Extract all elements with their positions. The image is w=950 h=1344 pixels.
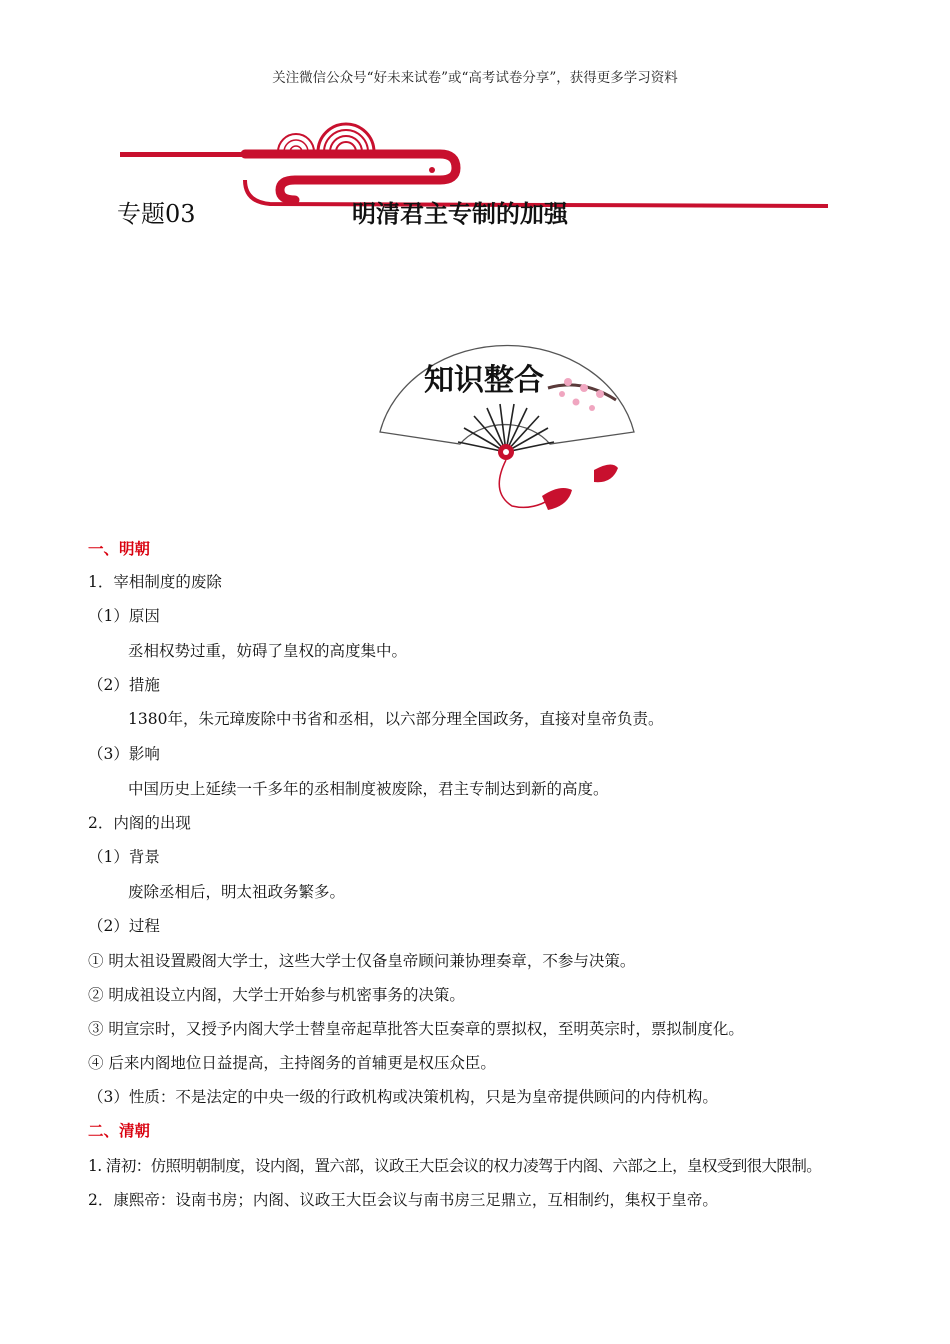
sub-heading: （3）性质：不是法定的中央一级的行政机构或决策机构，只是为皇帝提供顾问的内侍机构。 — [88, 1088, 718, 1106]
list-item: ④ 后来内阁地位日益提高，主持阁务的首辅更是权压众臣。 — [88, 1054, 496, 1072]
paragraph: 1380年，朱元璋废除中书省和丞相，以六部分理全国政务，直接对皇帝负责。 — [128, 710, 664, 728]
sub-heading: （2）措施 — [88, 676, 160, 694]
list-item: ② 明成祖设立内阁，大学士开始参与机密事务的决策。 — [88, 986, 465, 1004]
sub-heading: （2）过程 — [88, 917, 160, 935]
fan-badge — [372, 322, 642, 522]
paragraph: 废除丞相后，明太祖政务繁多。 — [128, 883, 346, 901]
topic-number: 专题03 — [117, 200, 196, 228]
paragraph: 丞相权势过重，妨碍了皇权的高度集中。 — [128, 642, 408, 660]
paragraph: 中国历史上延续一千多年的丞相制度被废除，君主专制达到新的高度。 — [128, 780, 609, 798]
sub-heading: （3）影响 — [88, 745, 160, 763]
item-heading: 2．内阁的出现 — [88, 814, 191, 832]
sub-heading: （1）背景 — [88, 848, 160, 866]
sub-heading: （1）原因 — [88, 607, 160, 625]
topic-title: 明清君主专制的加强 — [352, 199, 568, 228]
paragraph: 1. 清初：仿照明朝制度，设内阁，置六部，议政王大臣会议的权力凌驾于内阁、六部之上，皇权受到很大限制。 — [88, 1157, 822, 1175]
section-heading-ming: 一、明朝 — [88, 539, 151, 558]
badge-text: 知识整合 — [424, 363, 544, 398]
paragraph: 2．康熙帝：设南书房；内阁、议政王大臣会议与南书房三足鼎立，互相制约，集权于皇帝。 — [88, 1191, 718, 1209]
header-note: 关注微信公众号“好未来试卷”或“高考试卷分享”，获得更多学习资料 — [272, 70, 678, 86]
list-item: ① 明太祖设置殿阁大学士，这些大学士仅备皇帝顾问兼协理奏章，不参与决策。 — [88, 952, 636, 970]
list-item: ③ 明宣宗时，又授予内阁大学士替皇帝起草批答大臣奏章的票拟权，至明英宗时，票拟制度化。 — [88, 1020, 744, 1038]
item-heading: 1．宰相制度的废除 — [88, 573, 222, 591]
section-heading-qing: 二、清朝 — [88, 1121, 151, 1140]
